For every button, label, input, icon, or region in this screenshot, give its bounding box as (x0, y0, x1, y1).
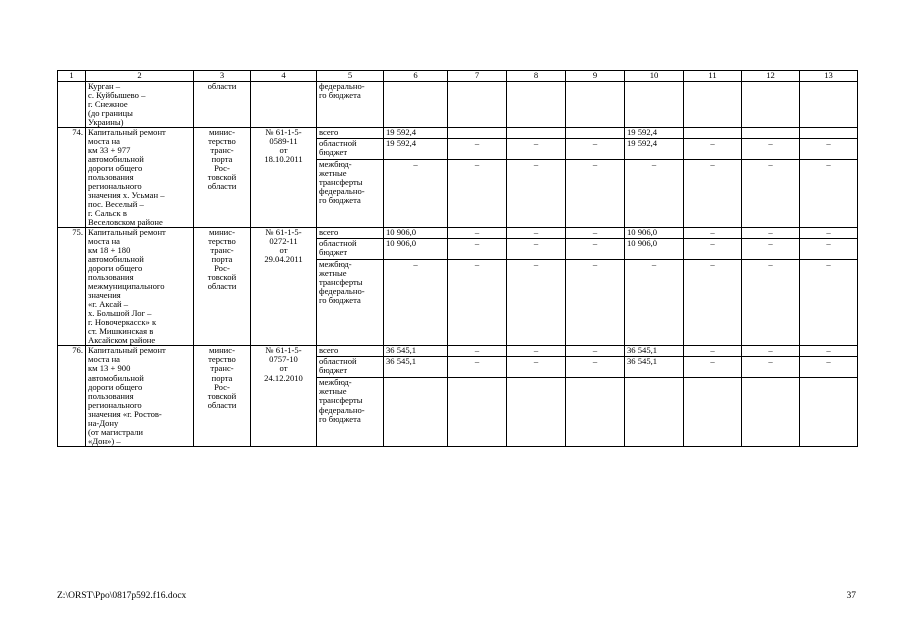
continuation-row (58, 82, 858, 128)
object-name-line: значения «г. Ростов- (88, 408, 162, 419)
object-name (86, 128, 194, 228)
object-name-line: Курган – (88, 81, 121, 91)
table-row (58, 228, 858, 346)
executor-line: минис- (209, 127, 235, 138)
column-number: 9 (566, 71, 625, 82)
funding-source (317, 82, 384, 128)
executor-line: минис- (209, 345, 235, 356)
funding-source-line: федерально- (319, 286, 365, 297)
object-name-line: (до границы (88, 108, 133, 119)
amount-cell: – (684, 239, 741, 260)
expertise-line: 0589-11 (269, 136, 298, 147)
funding-source-item (317, 346, 383, 357)
object-name-line: дороги общего (88, 381, 143, 392)
amount-cell: – (826, 159, 831, 170)
executor-line: товской (207, 390, 237, 401)
expertise (251, 128, 317, 228)
column-number: 13 (800, 71, 858, 82)
column-number-row (58, 71, 858, 82)
object-name-line: «Дон») – (88, 435, 121, 446)
executor-line: терство (208, 136, 236, 147)
amount-cell: – (800, 228, 857, 239)
amount-cell (625, 378, 683, 429)
amount-cell (800, 128, 857, 139)
column-number: 5 (317, 71, 384, 82)
funding-source-line: межбюд- (319, 377, 352, 388)
amount-cell: – (768, 159, 773, 170)
amount-cell: – (448, 139, 506, 160)
amount-cell (800, 378, 857, 429)
amount-column (507, 128, 566, 228)
amount-cell: – (507, 228, 565, 239)
object-name-line: г. Новочеркасск» к (88, 317, 157, 328)
amount-column (448, 346, 507, 446)
amount-cell (507, 128, 565, 139)
amount-cell (684, 378, 741, 429)
amount-cell: – (684, 139, 741, 160)
column-number: 1 (58, 71, 86, 82)
amount-cell (566, 82, 625, 128)
amount-column (448, 228, 507, 346)
amount-cell (448, 128, 506, 139)
amount-cell (684, 82, 742, 128)
executor-line: области (207, 399, 237, 410)
object-name-line: моста на (88, 354, 121, 365)
executor-line: области (207, 281, 237, 292)
object-name (86, 82, 194, 128)
object-name-line: автомобильной (88, 254, 144, 265)
amount-cell (448, 82, 507, 128)
object-name-line: км 33 + 977 (88, 145, 131, 156)
amount-cell: – (710, 259, 715, 270)
funding-source-line: го бюджета (319, 413, 361, 424)
funding-source-line: всего (319, 346, 339, 356)
amount-cell: – (742, 357, 799, 378)
executor-line: порта (211, 372, 233, 383)
funding-source-line: жетные (319, 268, 347, 279)
funding-source (317, 346, 384, 446)
funding-source-line: трансферты (319, 177, 363, 188)
executor-line: области (207, 81, 237, 91)
funding-source-line: жетные (319, 386, 347, 397)
amount-column (742, 128, 800, 228)
funding-source-line: бюджет (319, 147, 348, 158)
amount-cell: 36 545,1 (625, 346, 683, 357)
funding-source-line: межбюд- (319, 159, 352, 170)
funding-source-item (317, 228, 383, 239)
amount-cell: – (448, 228, 506, 239)
executor-line: порта (211, 154, 233, 165)
executor-line: товской (207, 172, 237, 183)
object-name-line: «г. Аксай – (88, 299, 129, 310)
amount-column (684, 228, 742, 346)
funding-source-line: областной (319, 138, 357, 149)
amount-column (742, 228, 800, 346)
amount-cell (566, 378, 624, 429)
amount-cell: – (448, 346, 506, 357)
amount-cell: 36 545,1 (384, 357, 447, 378)
amount-cell: 10 906,0 (625, 228, 683, 239)
amount-column (384, 128, 448, 228)
funding-source (317, 228, 384, 346)
amount-cell: – (684, 357, 741, 378)
column-number: 6 (384, 71, 448, 82)
amount-cell: – (651, 259, 657, 270)
amount-cell: 19 592,4 (384, 128, 447, 139)
object-name-line: Веселовском районе (88, 217, 163, 228)
object-name-line: с. Куйбышево – (88, 90, 146, 101)
object-name-line: межмуниципального (88, 281, 165, 292)
amount-column (684, 346, 742, 446)
amount-column (448, 128, 507, 228)
funding-source-item (317, 139, 383, 160)
executor (194, 82, 251, 128)
table-row (58, 346, 858, 446)
column-number: 4 (251, 71, 317, 82)
amount-cell: – (800, 239, 857, 260)
executor-line: транс- (210, 145, 234, 156)
object-name-line: пользования (88, 390, 134, 401)
column-number: 7 (448, 71, 507, 82)
expertise-line: от (279, 363, 288, 374)
object-name-line: х. Большой Лог – (88, 308, 152, 319)
row-number (58, 82, 86, 128)
amount-cell: – (742, 346, 799, 357)
amount-cell: 36 545,1 (384, 346, 447, 357)
funding-source-item (317, 260, 383, 311)
amount-column (566, 128, 625, 228)
amount-column (625, 346, 684, 446)
amount-cell: – (742, 228, 799, 239)
funding-source-line: межбюд- (319, 259, 352, 270)
funding-source-item (317, 128, 383, 139)
object-name-line: ст. Мишкинская в (88, 326, 154, 337)
amount-cell: – (800, 139, 857, 160)
amount-cell: – (768, 259, 773, 270)
amount-cell: – (566, 239, 624, 260)
column-number: 11 (684, 71, 742, 82)
amount-cell: 36 545,1 (625, 357, 683, 378)
column-number: 3 (194, 71, 251, 82)
amount-column (800, 128, 858, 228)
object-name-line: моста на (88, 136, 121, 147)
executor-line: минис- (209, 227, 235, 238)
object-name-line: г. Сальск в (88, 208, 127, 219)
amount-column (625, 228, 684, 346)
object-name-line: Капитальный ремонт (88, 345, 166, 356)
amount-cell: – (507, 357, 565, 378)
amount-cell: – (592, 159, 598, 170)
funding-source-line: всего (319, 228, 339, 238)
object-name-line: (от магистрали (88, 426, 144, 437)
executor-line: порта (211, 254, 233, 265)
expertise-line: 29.04.2011 (264, 254, 303, 265)
funding-source-line: областной (319, 356, 357, 367)
table-row (58, 128, 858, 228)
row-number: 74. (58, 128, 86, 228)
object-name-line: регионального (88, 399, 142, 410)
object-name-line: г. Снежное (88, 99, 128, 110)
column-number: 10 (625, 71, 684, 82)
object-name-line: автомобильной (88, 154, 144, 165)
amount-cell (566, 128, 624, 139)
amount-cell: – (826, 259, 831, 270)
amount-column (507, 228, 566, 346)
expertise-line: 24.12.2010 (264, 372, 303, 383)
amount-column (566, 346, 625, 446)
expertise-line: № 61-1-5- (265, 127, 302, 138)
executor-line: Рос- (214, 263, 230, 274)
budget-table (57, 70, 858, 447)
funding-source-line: трансферты (319, 277, 363, 288)
amount-cell: – (533, 259, 539, 270)
funding-source-line: федерально- (319, 404, 365, 415)
executor-line: области (207, 181, 237, 192)
amount-cell: – (448, 239, 506, 260)
amount-column (625, 128, 684, 228)
object-name (86, 346, 194, 446)
expertise (251, 82, 317, 128)
funding-source-line: бюджет (319, 247, 348, 258)
amount-cell (684, 128, 741, 139)
amount-cell: 19 592,4 (625, 139, 683, 160)
object-name-line: на-Дону (88, 417, 119, 428)
object-name-line: автомобильной (88, 372, 144, 383)
amount-cell: – (651, 159, 657, 170)
amount-cell: – (413, 259, 418, 270)
executor (194, 128, 251, 228)
amount-cell (742, 378, 799, 429)
footer-file-path: Z:\ORST\Ppo\0817p592.f16.docx (57, 591, 187, 601)
amount-cell (742, 128, 799, 139)
expertise (251, 346, 317, 446)
object-name-line: регионального (88, 181, 142, 192)
funding-source-item (317, 239, 383, 260)
funding-source-line: трансферты (319, 395, 363, 406)
row-number: 75. (58, 228, 86, 346)
amount-column (800, 228, 858, 346)
executor (194, 228, 251, 346)
object-name-line: значения (88, 290, 121, 301)
expertise (251, 228, 317, 346)
amount-cell: – (566, 346, 624, 357)
expertise-line: № 61-1-5- (265, 227, 302, 238)
amount-cell: – (800, 346, 857, 357)
amount-cell: – (800, 357, 857, 378)
amount-cell: – (684, 346, 741, 357)
expertise-line: от (279, 145, 288, 156)
amount-cell: – (742, 139, 799, 160)
amount-cell: – (566, 357, 624, 378)
object-name (86, 228, 194, 346)
object-name-line: Украины) (88, 117, 124, 128)
funding-source-line: го бюджета (319, 195, 361, 206)
amount-column (507, 346, 566, 446)
executor-line: Рос- (214, 163, 230, 174)
object-name-line: Капитальный ремонт (88, 227, 166, 238)
funding-source (317, 128, 384, 228)
amount-cell: – (742, 239, 799, 260)
amount-cell: – (533, 159, 539, 170)
amount-cell: – (566, 139, 624, 160)
column-number: 12 (742, 71, 800, 82)
expertise-line: 18.10.2011 (264, 154, 303, 165)
amount-cell: 19 592,4 (625, 128, 683, 139)
amount-cell (507, 378, 565, 429)
amount-cell: – (474, 159, 480, 170)
amount-cell: – (710, 159, 715, 170)
amount-cell (800, 82, 858, 128)
executor-line: Рос- (214, 381, 230, 392)
object-name-line: моста на (88, 236, 121, 247)
amount-cell: 10 906,0 (384, 239, 447, 260)
amount-cell: – (507, 239, 565, 260)
amount-cell (742, 82, 800, 128)
object-name-line: дороги общего (88, 263, 143, 274)
object-name-line: значения х. Усьман – (88, 190, 165, 201)
executor (194, 346, 251, 446)
funding-source-item (317, 160, 383, 211)
funding-source-line: всего (319, 128, 339, 138)
funding-source-line: бюджет (319, 365, 348, 376)
executor-line: транс- (210, 245, 234, 256)
amount-cell: – (566, 228, 624, 239)
amount-cell (507, 82, 566, 128)
funding-source-item (317, 357, 383, 378)
page-number: 37 (846, 591, 856, 601)
object-name-line: дороги общего (88, 163, 143, 174)
object-name-line: Капитальный ремонт (88, 127, 166, 138)
amount-column (566, 228, 625, 346)
amount-cell (625, 82, 684, 128)
amount-cell: 10 906,0 (384, 228, 447, 239)
amount-column (384, 228, 448, 346)
executor-line: терство (208, 236, 236, 247)
object-name-line: км 13 + 900 (88, 363, 131, 374)
object-name-line: пос. Веселый – (88, 199, 144, 210)
row-number: 76. (58, 346, 86, 446)
funding-source-line: федерально- (319, 81, 365, 91)
amount-cell (384, 82, 448, 128)
amount-cell: – (474, 259, 480, 270)
amount-cell: – (507, 346, 565, 357)
executor-line: товской (207, 272, 237, 283)
amount-cell (448, 378, 506, 429)
amount-cell: – (448, 357, 506, 378)
funding-source-line: федерально- (319, 186, 365, 197)
expertise-line: № 61-1-5- (265, 345, 302, 356)
object-name-line: пользования (88, 172, 134, 183)
column-number: 8 (507, 71, 566, 82)
expertise-line: от (279, 245, 288, 256)
expertise-line: 0757-10 (269, 354, 298, 365)
object-name-line: км 18 + 180 (88, 245, 131, 256)
funding-source-line: областной (319, 238, 357, 249)
executor-line: терство (208, 354, 236, 365)
object-name-line: Аксайском районе (88, 335, 156, 346)
amount-cell: – (684, 228, 741, 239)
funding-source-line: го бюджета (319, 295, 361, 306)
column-number: 2 (86, 71, 194, 82)
funding-source-line: го бюджета (319, 90, 361, 101)
amount-column (800, 346, 858, 446)
amount-cell: – (413, 159, 418, 170)
expertise-line: 0272-11 (269, 236, 298, 247)
amount-column (384, 346, 448, 446)
amount-cell: – (592, 259, 598, 270)
amount-cell (384, 378, 447, 429)
amount-cell: 19 592,4 (384, 139, 447, 160)
executor-line: транс- (210, 363, 234, 374)
amount-column (742, 346, 800, 446)
funding-source-item (317, 378, 383, 429)
object-name-line: пользования (88, 272, 134, 283)
funding-source-line: жетные (319, 168, 347, 179)
amount-cell: – (507, 139, 565, 160)
amount-column (684, 128, 742, 228)
amount-cell: 10 906,0 (625, 239, 683, 260)
